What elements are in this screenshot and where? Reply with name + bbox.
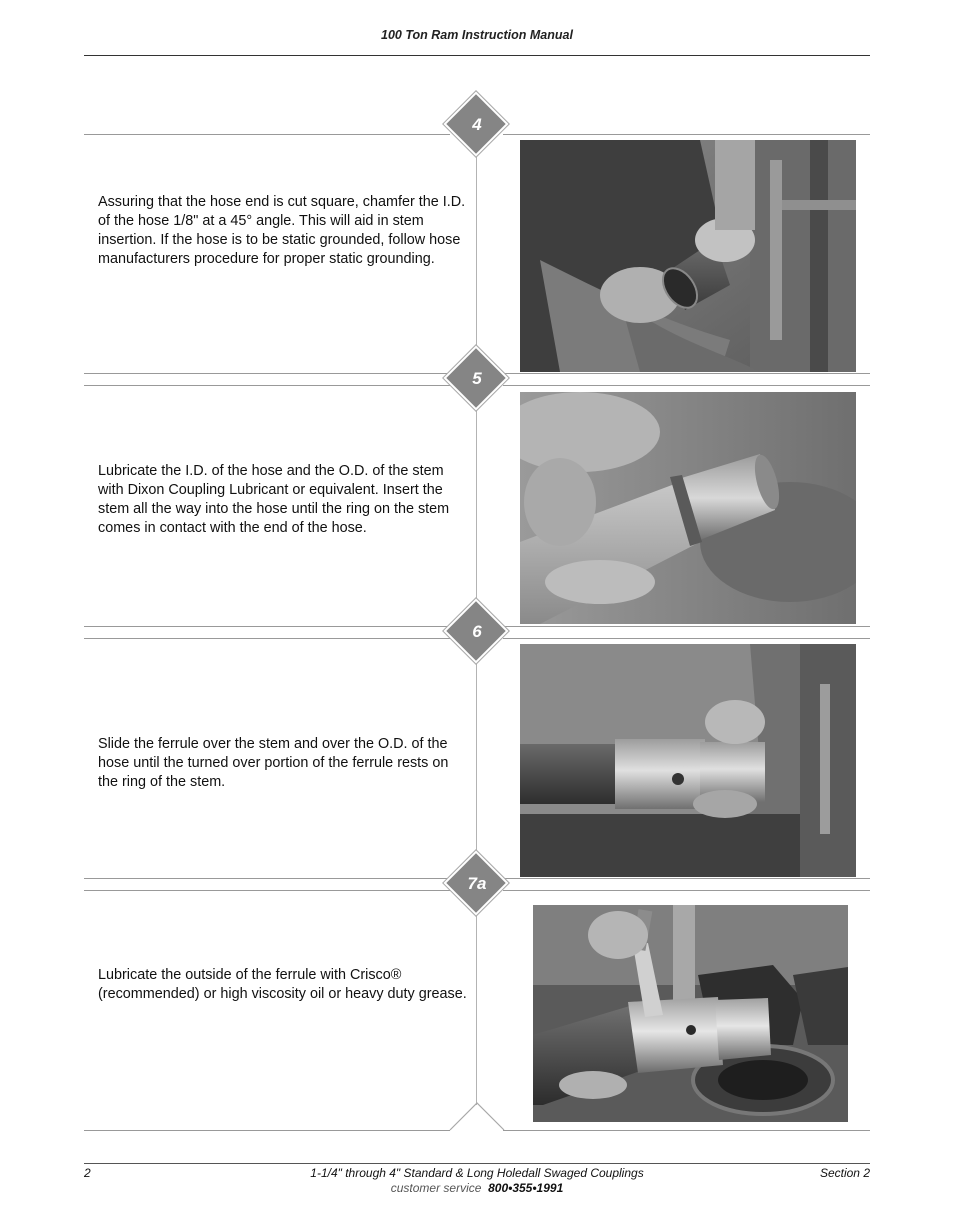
step-6-number: 6 <box>472 622 482 641</box>
divider-left-step-7ab <box>84 890 450 891</box>
divider-left-step-4 <box>84 134 450 135</box>
footer-info <box>200 1166 754 1196</box>
step-5-photo <box>520 392 856 624</box>
divider-left-step-6 <box>84 626 450 627</box>
step-7a-badge <box>448 855 506 913</box>
step-7a-number: 7a <box>467 874 487 893</box>
step-4-text: Assuring that the hose end is cut square, chamfer the I.D. of the hose 1/8" at a 45° angle. This will aid in stem insertion. If the hose is to be static grounded, follow hose manufacturers procedure for proper static grounding. <box>98 194 466 267</box>
divider-left-step-5b <box>84 385 450 386</box>
footer-title: 1-1/4" through 4" Standard & Long Holedall Swaged Couplings <box>310 1166 644 1180</box>
bottom-divider-right <box>503 1130 870 1131</box>
step-4-photo <box>520 140 856 372</box>
divider-right-step-4 <box>503 134 870 135</box>
step-5-number: 5 <box>472 369 482 388</box>
step-6-badge <box>448 603 506 661</box>
divider-left-step-6b <box>84 638 450 639</box>
bottom-notch <box>448 1100 506 1132</box>
step-5-badge <box>448 350 506 408</box>
bottom-divider-left <box>84 1130 450 1131</box>
divider-right-step-5b <box>503 385 870 386</box>
customer-service-label: customer service <box>390 1181 482 1195</box>
step-4-number: 4 <box>472 115 482 134</box>
step-5-text: Lubricate the I.D. of the hose and the O.D. of the stem with Dixon Coupling Lubricant or equivalent. Insert the stem all the way into the hose until the ring on the stem comes in contact with the end of the hose. <box>98 463 450 536</box>
page-number: 2 <box>84 1166 91 1180</box>
step-7a-photo <box>533 905 848 1122</box>
step-4-badge <box>448 96 506 154</box>
divider-left-step-5 <box>84 373 450 374</box>
section-label: Section 2 <box>819 1166 870 1180</box>
footer-divider <box>84 1163 870 1164</box>
divider-right-step-7a <box>503 878 870 879</box>
divider-right-step-7ab <box>503 890 870 891</box>
divider-left-step-7a <box>84 878 450 879</box>
step-6-photo <box>520 644 856 877</box>
divider-right-step-5 <box>503 373 870 374</box>
divider-right-step-6b <box>503 638 870 639</box>
customer-service-phone: 800•355•1991 <box>488 1181 564 1195</box>
customer-service-line <box>200 1181 754 1196</box>
step-6-text: Slide the ferrule over the stem and over the O.D. of the hose until the turned over portion of the ferrule rests on the ring of the stem. <box>98 736 449 790</box>
step-7a-text: Lubricate the outside of the ferrule with Crisco® (recommended) or high viscosity oil or heavy duty grease. <box>98 967 467 1002</box>
manual-title: 100 Ton Ram Instruction Manual <box>381 28 573 42</box>
divider-right-step-6 <box>503 626 870 627</box>
header-divider <box>84 55 870 56</box>
